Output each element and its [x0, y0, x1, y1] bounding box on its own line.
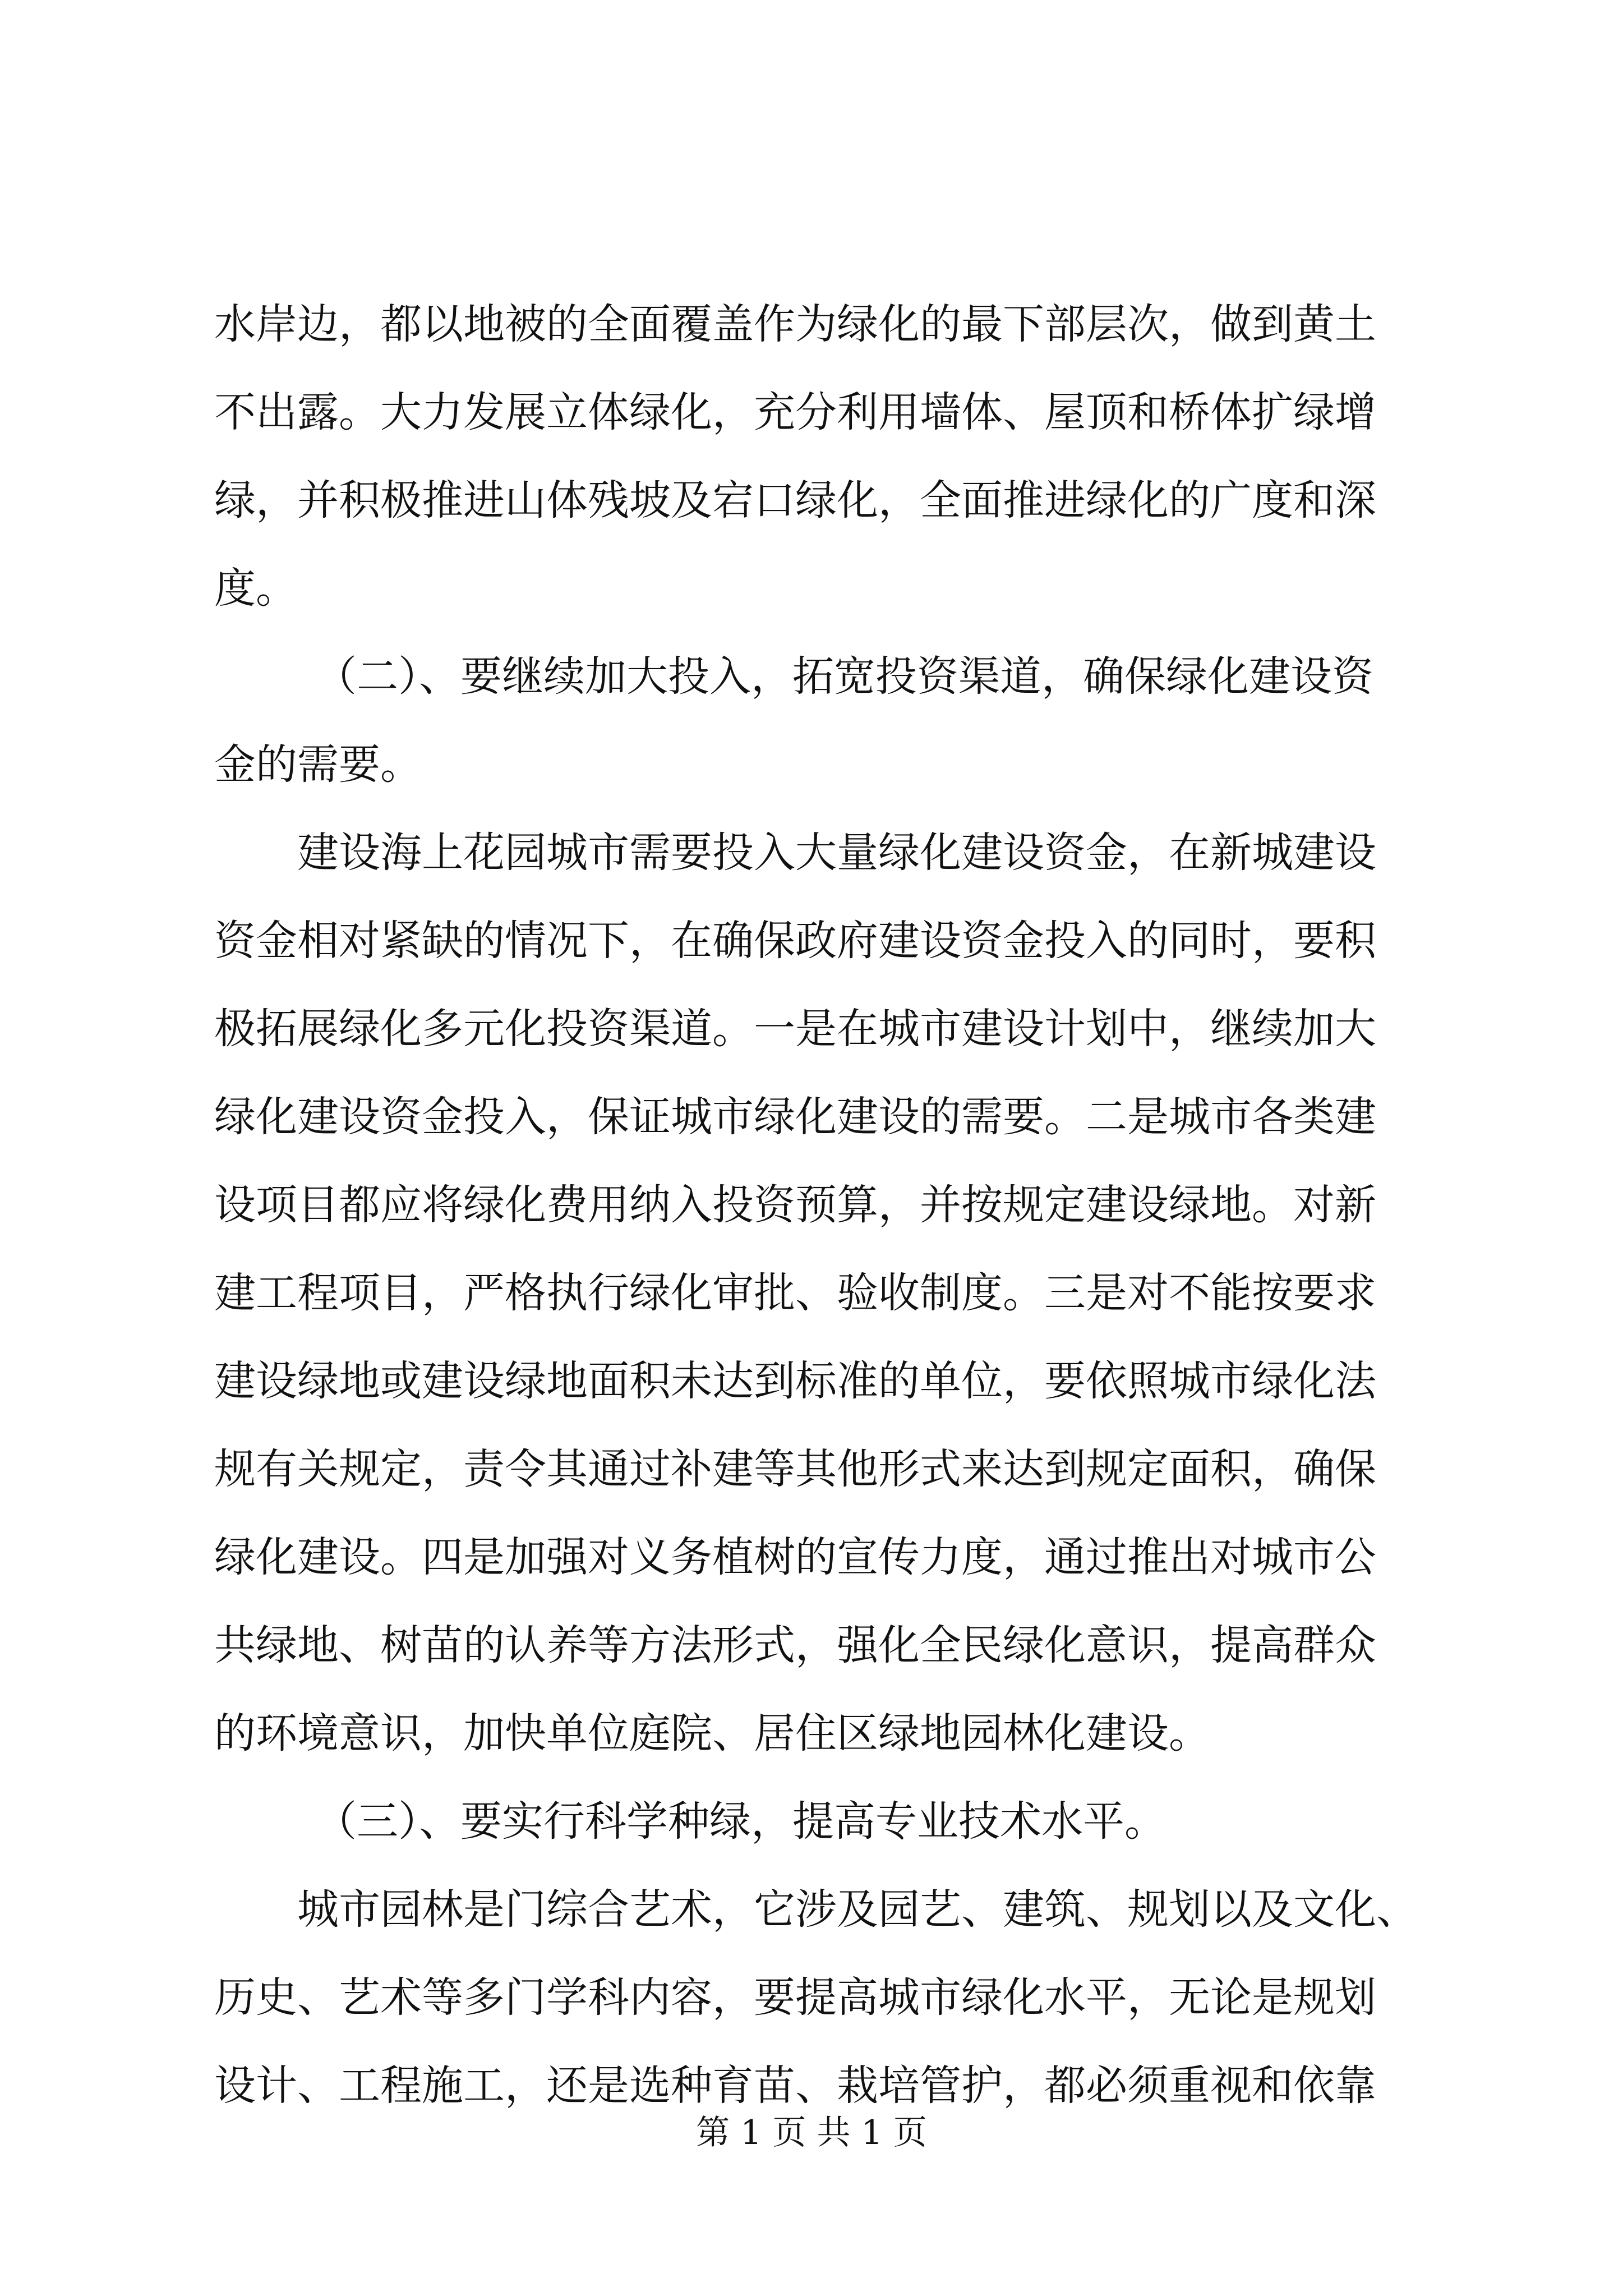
text-line: 建工程项目，严格执行绿化审批、验收制度。三是对不能按要求 [214, 1269, 1376, 1317]
text-line: 水岸边，都以地被的全面覆盖作为绿化的最下部层次，做到黄土 [214, 300, 1376, 348]
section-heading: （二）、要继续加大投入，拓宽投资渠道，确保绿化建设资 [315, 652, 1373, 701]
text-line: 的环境意识，加快单位庭院、居住区绿地园林化建设。 [214, 1709, 1210, 1757]
text-line: 度。 [214, 564, 297, 613]
page-footer: 第 1 页 共 1 页 [696, 2113, 927, 2152]
text-line: 不出露。大力发展立体绿化，充分利用墙体、屋顶和桥体扩绿增 [214, 388, 1376, 436]
paragraph-start: 城市园林是门综合艺术，它涉及园艺、建筑、规划以及文化、 [297, 1885, 1418, 1934]
section-heading: （三）、要实行科学种绿，提高专业技术水平。 [315, 1797, 1166, 1846]
text-line: 建设绿地或建设绿地面积未达到标准的单位，要依照城市绿化法 [214, 1357, 1376, 1405]
text-line: 绿，并积极推进山体残坡及宕口绿化，全面推进绿化的广度和深 [214, 476, 1376, 524]
text-line: 绿化建设。四是加强对义务植树的宣传力度，通过推出对城市公 [214, 1533, 1376, 1581]
text-line: 资金相对紧缺的情况下，在确保政府建设资金投入的同时，要积 [214, 917, 1376, 965]
text-line: 设项目都应将绿化费用纳入投资预算，并按规定建设绿地。对新 [214, 1181, 1376, 1229]
text-line: 历史、艺术等多门学科内容，要提高城市绿化水平，无论是规划 [214, 1973, 1376, 2022]
text-line: 极拓展绿化多元化投资渠道。一是在城市建设计划中，继续加大 [214, 1005, 1376, 1053]
text-line: 金的需要。 [214, 740, 422, 789]
text-line: 共绿地、树苗的认养等方法形式，强化全民绿化意识，提高群众 [214, 1621, 1376, 1669]
text-line: 设计、工程施工，还是选种育苗、栽培管护，都必须重视和依靠 [214, 2062, 1376, 2110]
text-line: 绿化建设资金投入，保证城市绿化建设的需要。二是城市各类建 [214, 1093, 1376, 1141]
paragraph-start: 建设海上花园城市需要投入大量绿化建设资金，在新城建设 [297, 829, 1376, 877]
text-line: 规有关规定，责令其通过补建等其他形式来达到规定面积，确保 [214, 1445, 1376, 1493]
